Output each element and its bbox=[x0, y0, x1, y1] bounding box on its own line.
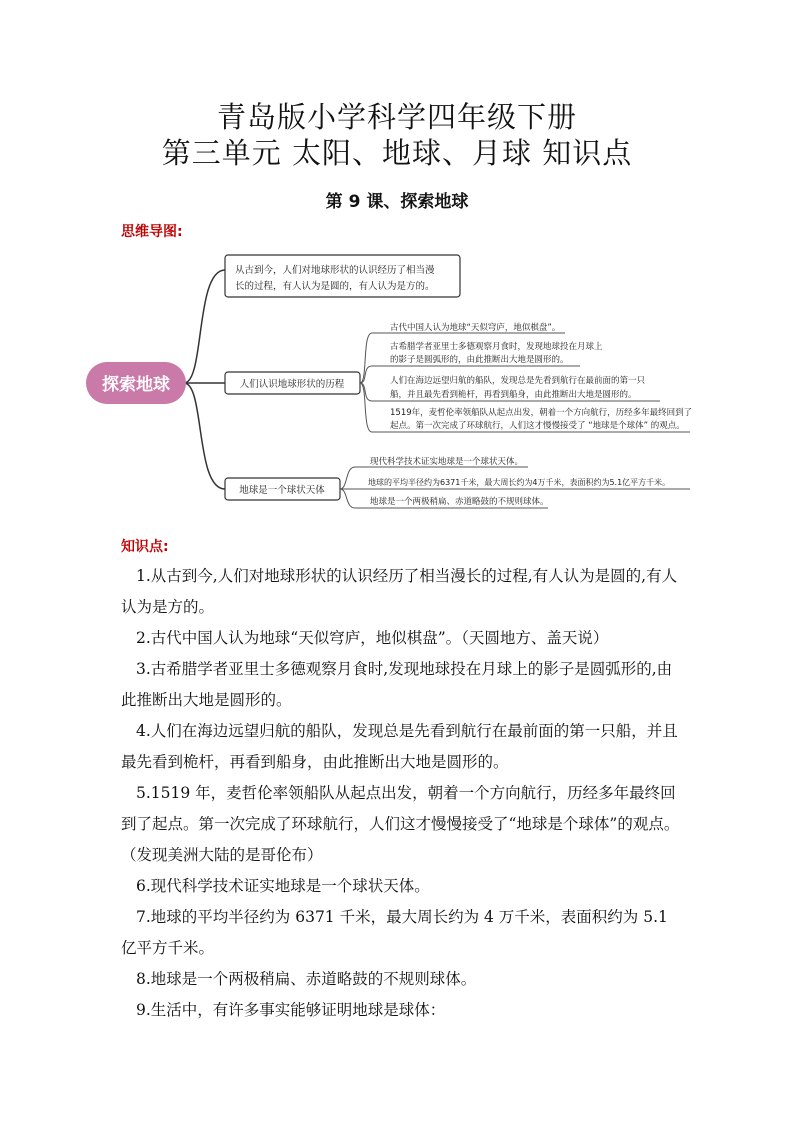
connector-branch1 bbox=[184, 270, 225, 383]
branch2-leaf3-line1: 人们在海边远望归航的船队，发现总是先看到航行在最前面的第一只 bbox=[390, 376, 646, 386]
knowledge-label: 知识点: bbox=[121, 539, 169, 555]
lesson-title: 第 9 课、探索地球 bbox=[325, 192, 469, 212]
knowledge-item-8: 8.地球是一个两极稍扁、赤道略鼓的不规则球体。 bbox=[136, 970, 477, 988]
branch3-label: 地球是一个球状天体 bbox=[239, 485, 325, 496]
branch2-label: 人们认识地球形状的历程 bbox=[239, 379, 345, 390]
knowledge-item-1: 1.从古到今,人们对地球形状的认识经历了相当漫长的过程,有人认为是圆的,有人认为是方的。 bbox=[121, 567, 678, 616]
knowledge-item-5: 5.1519 年，麦哲伦率领船队从起点出发，朝着一个方向航行，历经多年最终回到了起点。第一次完成了环球航行，人们这才慢慢接受了“地球是个球体”的观点。（发现美洲大陆的是哥伦布） bbox=[121, 784, 680, 864]
center-node-label: 探索地球 bbox=[102, 375, 170, 395]
knowledge-list bbox=[121, 561, 681, 1026]
branch3-leaf2: 地球的平均半径约为6371千米，最大周长约为4万千米，表面积约为5.1亿平方千米。 bbox=[368, 478, 671, 487]
mind-map bbox=[0, 0, 794, 530]
branch2-leaf3-line2: 船，并且最先看到桅杆，再看到船身，由此推断出大地是圆形的。 bbox=[390, 390, 637, 400]
branch2-leaf4-line2: 起点。第一次完成了环球航行，人们这才慢慢接受了 “地球是个球体” 的观点。 bbox=[390, 421, 685, 431]
knowledge-item-3: 3.古希腊学者亚里士多德观察月食时,发现地球投在月球上的影子是圆弧形的,由此推断出大地是圆形的。 bbox=[121, 660, 673, 709]
knowledge-item-9: 9.生活中，有许多事实能够证明地球是球体： bbox=[136, 1001, 446, 1019]
connector-branch3 bbox=[184, 383, 225, 489]
knowledge-item-6: 6.现代科学技术证实地球是一个球状天体。 bbox=[136, 877, 430, 895]
knowledge-item-4: 4.人们在海边远望归航的船队，发现总是先看到航行在最前面的第一只船，并且最先看到桅杆，再看到船身，由此推断出大地是圆形的。 bbox=[121, 722, 678, 771]
title-line-1: 青岛版小学科学四年级下册 bbox=[216, 100, 577, 134]
branch2-leaf2-line1: 古希腊学者亚里士多德观察月食时，发现地球投在月球上 bbox=[390, 342, 603, 352]
branch3-leaf1: 现代科学技术证实地球是一个球状天体。 bbox=[370, 457, 524, 467]
branch1-line1: 从古到今，人们对地球形状的认识经历了相当漫 bbox=[235, 265, 435, 276]
branch1-line2: 长的过程，有人认为是圆的，有人认为是方的。 bbox=[235, 281, 435, 292]
branch2-leaf4-line1: 1519年，麦哲伦率领船队从起点出发，朝着一个方向航行，历经多年最终回到了 bbox=[390, 408, 693, 418]
branch2-leaf2-line2: 的影子是圆弧形的，由此推断出大地是圆形的。 bbox=[390, 355, 569, 365]
title-line-2: 第三单元 太阳、地球、月球 知识点 bbox=[161, 136, 633, 170]
branch3-leaf3: 地球是一个两极稍扁、赤道略鼓的不规则球体。 bbox=[370, 497, 549, 507]
mindmap-label: 思维导图: bbox=[121, 224, 183, 240]
knowledge-item-2: 2.古代中国人认为地球“天似穹庐，地似棋盘”。（天圆地方、盖天说） bbox=[136, 629, 609, 647]
branch2-leaf1: 古代中国人认为地球“天似穹庐，地似棋盘”。 bbox=[390, 323, 561, 333]
knowledge-item-7: 7.地球的平均半径约为 6371 千米，最大周长约为 4 万千米，表面积约为 5.1 亿平方千米。 bbox=[121, 908, 668, 957]
